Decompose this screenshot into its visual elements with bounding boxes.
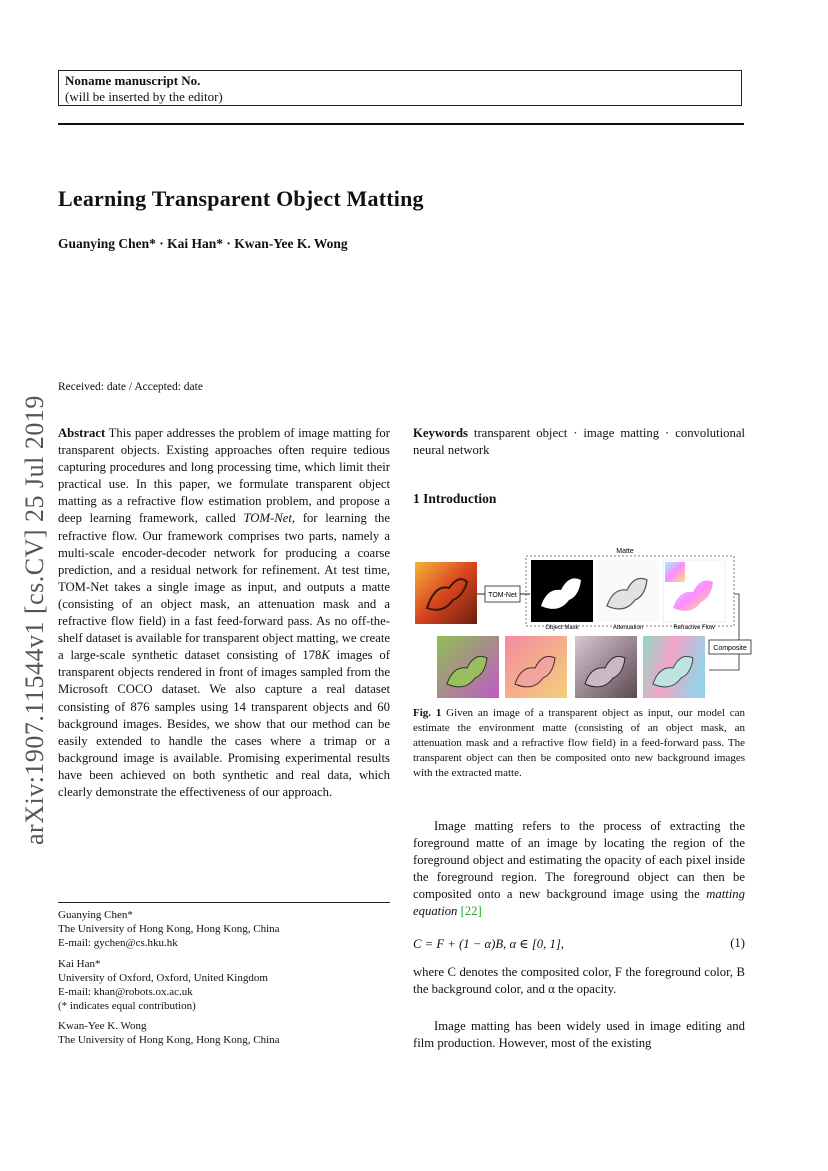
aff-name: Kai Han* <box>58 958 101 970</box>
figure-1-caption <box>413 706 745 781</box>
paper-title: Learning Transparent Object Matting <box>58 186 424 211</box>
equation-1 <box>413 936 745 952</box>
manuscript-number: Noname manuscript No. <box>65 73 201 88</box>
figure-1 <box>413 544 753 704</box>
aff-note: (* indicates equal contribution) <box>58 1000 196 1012</box>
intro-p1-text: Image matting refers to the process of extracting the foreground matte of an image by locating the region of the foreground object and estimating the opacity of each pixel inside the foreground region. The foreground object can then be composited onto a new background image using the <box>413 819 745 902</box>
object-mask-label: Object Mask <box>545 625 579 631</box>
refractive-flow-label: Refractive Flow <box>673 625 715 631</box>
abstract-text-3: images of transparent objects rendered in front of images sampled from the Microsoft COCO dataset. We also capture a real dataset consisting of 876 samples using 14 transparent objects and 60 background images. Besides, we show that our method can be easily extended to handle the cases where a trimap or a background image is available. Promising experimental results have been achieved on both synthetic and real data, which clearly demonstrate the effectiveness of our approach. <box>58 648 390 799</box>
keywords-label: Keywords <box>413 426 468 440</box>
matting-equation-term: matting equation <box>413 887 745 919</box>
fig-caption-text: Given an image of a transparent object as input, our model can estimate the environment matte (consisting of an object mask, an attenuation mask and a refractive flow field) in a feed-forward pass. The transparent object can then be composited onto new background images with the extracted matte. <box>413 707 745 779</box>
intro-paragraph-2: where C denotes the composited color, F the foreground color, B the background color, and α the opacity. <box>413 965 745 997</box>
arxiv-identifier[interactable]: arXiv:1907.11544v1 [cs.CV] 25 Jul 2019 <box>20 395 49 845</box>
citation-22[interactable]: [22] <box>460 904 482 919</box>
aff-name: Guanying Chen* <box>58 909 133 921</box>
authors: Guanying Chen* · Kai Han* · Kwan-Yee K. Wong <box>58 236 348 251</box>
header-rule <box>58 123 744 125</box>
composite-connector-2 <box>709 654 739 670</box>
matte-label: Matte <box>616 548 634 555</box>
affiliation-2 <box>58 957 268 1013</box>
flow-color-key <box>665 562 685 582</box>
keywords <box>413 425 745 459</box>
abstract <box>58 425 390 801</box>
tomnet-label: TOM-Net <box>488 592 517 599</box>
aff-email[interactable]: E-mail: khan@robots.ox.ac.uk <box>58 986 193 998</box>
affiliation-1 <box>58 908 280 950</box>
abstract-text-2: , for learning the refractive flow. Our framework comprises two parts, namely a multi-scale encoder-decoder network for producing a coarse prediction, and a residual network for refinement. At test time, TOM-Net takes a single image as input, and outputs a matte (consisting of an object mask, an attenuation mask and a refractive flow field) in a fast feed-forward pass. As no off-the-shelf dataset is available for transparent object matting, we create a large-scale synthetic dataset consisting of 178 <box>58 511 390 663</box>
composite-label: Composite <box>713 645 747 652</box>
aff-org: The University of Hong Kong, Hong Kong, China <box>58 923 280 935</box>
abstract-label: Abstract <box>58 426 106 440</box>
equation-number: (1) <box>730 936 745 950</box>
affiliation-3 <box>58 1019 280 1047</box>
editor-note: (will be inserted by the editor) <box>65 89 223 104</box>
abstract-text-1: This paper addresses the problem of image matting for transparent objects. Existing approaches often require tedious capturing procedures and long processing time, which limit their practical use. In this paper, we formulate transparent object matting as a refractive flow estimation problem, and propose a deep learning framework, called <box>58 426 390 526</box>
footnote-rule <box>58 902 390 903</box>
received-date: Received: date / Accepted: date <box>58 381 203 393</box>
input-image <box>415 562 477 624</box>
attenuation-label: Attenuation <box>612 625 644 631</box>
abstract-k: K <box>321 648 330 663</box>
composite-connector <box>734 594 739 640</box>
keywords-text: transparent object · image matting · convolutional neural network <box>413 426 745 458</box>
fig-caption-label: Fig. 1 <box>413 707 442 719</box>
abstract-tomnet: TOM-Net <box>243 511 292 526</box>
aff-org: The University of Hong Kong, Hong Kong, China <box>58 1034 280 1046</box>
aff-name: Kwan-Yee K. Wong <box>58 1020 147 1032</box>
aff-org: University of Oxford, Oxford, United Kingdom <box>58 972 268 984</box>
equation-text: C = F + (1 − α)B, α ∈ [0, 1], <box>413 937 564 951</box>
aff-email[interactable]: E-mail: gychen@cs.hku.hk <box>58 937 178 949</box>
intro-paragraph-3: Image matting has been widely used in image editing and film production. However, most of the existing <box>413 1019 745 1051</box>
figure-1-diagram <box>413 544 753 704</box>
section-heading-introduction: 1 Introduction <box>413 491 497 506</box>
intro-paragraph-1 <box>413 818 745 921</box>
manuscript-header-box <box>58 70 742 106</box>
